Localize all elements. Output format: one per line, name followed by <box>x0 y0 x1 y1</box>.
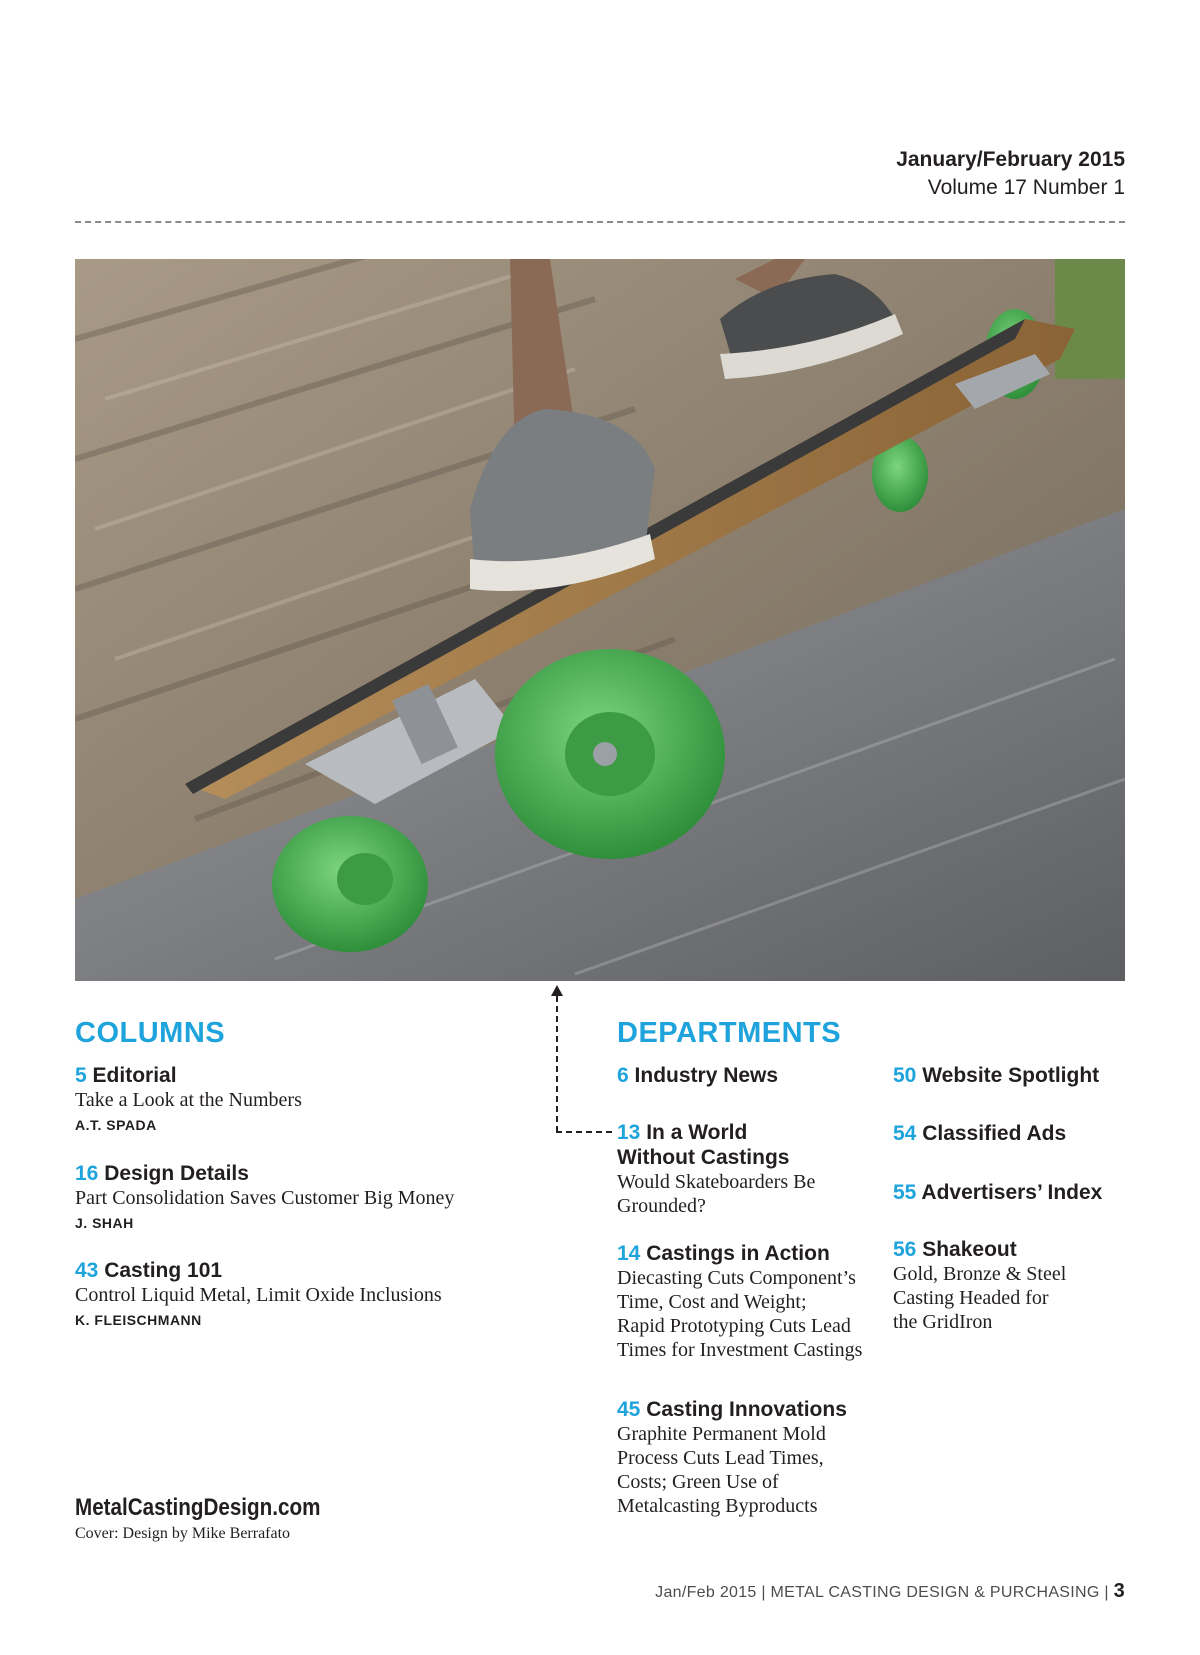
page-number: 45 <box>617 1398 641 1421</box>
columns-heading: COLUMNS <box>75 1017 226 1049</box>
entry-desc: Take a Look at the Numbers <box>75 1089 302 1111</box>
toc-entry[interactable] <box>75 1258 442 1328</box>
issue-date: January/February 2015 <box>896 148 1125 171</box>
toc-entry[interactable] <box>893 1121 1066 1146</box>
issue-volume: Volume 17 Number 1 <box>927 176 1125 199</box>
page-number: 5 <box>75 1064 87 1087</box>
header-divider <box>75 221 1125 223</box>
toc-entry[interactable] <box>617 1241 862 1362</box>
entry-desc: Rapid Prototyping Cuts Lead <box>617 1315 851 1337</box>
entry-author: A.T. SPADA <box>75 1117 157 1133</box>
entry-title: Design Details <box>104 1162 249 1185</box>
website-link[interactable]: MetalCastingDesign.com <box>75 1494 321 1521</box>
toc-entry[interactable] <box>617 1063 778 1088</box>
entry-title: Editorial <box>92 1064 177 1087</box>
entry-desc: Grounded? <box>617 1195 706 1217</box>
toc-entry[interactable] <box>893 1180 1102 1205</box>
entry-title: Casting Innovations <box>646 1398 847 1421</box>
page-number: 13 <box>617 1121 641 1144</box>
cover-photo <box>75 259 1125 981</box>
toc-entry[interactable] <box>893 1237 1066 1334</box>
entry-title-line2: Without Castings <box>617 1146 790 1169</box>
entry-desc: Time, Cost and Weight; <box>617 1291 807 1313</box>
entry-desc: Would Skateboarders Be <box>617 1171 816 1193</box>
skateboard-photo-icon <box>75 259 1125 981</box>
pointer-line <box>556 996 558 1132</box>
pointer-arrow-icon <box>551 985 563 996</box>
page-number: 16 <box>75 1162 99 1185</box>
toc-entry[interactable] <box>75 1063 302 1133</box>
page-footer <box>655 1580 1125 1603</box>
entry-desc: Process Cuts Lead Times, <box>617 1447 824 1469</box>
entry-desc: Casting Headed for <box>893 1287 1049 1309</box>
pointer-line <box>556 1131 612 1133</box>
entry-title: Advertisers’ Index <box>921 1181 1103 1204</box>
entry-desc: the GridIron <box>893 1311 993 1333</box>
entry-desc: Control Liquid Metal, Limit Oxide Inclusions <box>75 1284 442 1306</box>
footer-text: Jan/Feb 2015 | METAL CASTING DESIGN & PURCHASING | <box>655 1584 1109 1601</box>
page-number: 14 <box>617 1242 641 1265</box>
toc-entry[interactable] <box>617 1120 815 1218</box>
entry-title: Shakeout <box>922 1238 1017 1261</box>
page-number: 50 <box>893 1064 917 1087</box>
entry-desc: Costs; Green Use of <box>617 1471 779 1493</box>
toc-entry[interactable] <box>893 1063 1099 1088</box>
entry-title: Industry News <box>634 1064 779 1087</box>
entry-desc: Diecasting Cuts Component’s <box>617 1267 856 1289</box>
page-number-footer: 3 <box>1113 1580 1125 1602</box>
cover-credit: Cover: Design by Mike Berrafato <box>75 1525 291 1542</box>
page-number: 55 <box>893 1181 917 1204</box>
entry-title: Website Spotlight <box>922 1064 1100 1087</box>
entry-title: In a World <box>646 1121 748 1144</box>
entry-desc: Graphite Permanent Mold <box>617 1423 826 1445</box>
page-number: 43 <box>75 1259 99 1282</box>
entry-desc: Gold, Bronze & Steel <box>893 1263 1067 1285</box>
entry-title: Castings in Action <box>646 1242 830 1265</box>
entry-desc: Times for Investment Castings <box>617 1339 863 1361</box>
entry-author: K. FLEISCHMANN <box>75 1312 202 1328</box>
page-number: 56 <box>893 1238 917 1261</box>
entry-desc: Part Consolidation Saves Customer Big Money <box>75 1187 455 1209</box>
issue-info <box>896 146 1125 202</box>
page-number: 6 <box>617 1064 629 1087</box>
entry-author: J. SHAH <box>75 1215 134 1231</box>
entry-title: Casting 101 <box>104 1259 223 1282</box>
toc-entry[interactable] <box>617 1397 847 1518</box>
entry-title: Classified Ads <box>922 1122 1067 1145</box>
departments-heading: DEPARTMENTS <box>617 1017 842 1049</box>
page-number: 54 <box>893 1122 917 1145</box>
toc-entry[interactable] <box>75 1161 454 1231</box>
entry-desc: Metalcasting Byproducts <box>617 1495 818 1517</box>
